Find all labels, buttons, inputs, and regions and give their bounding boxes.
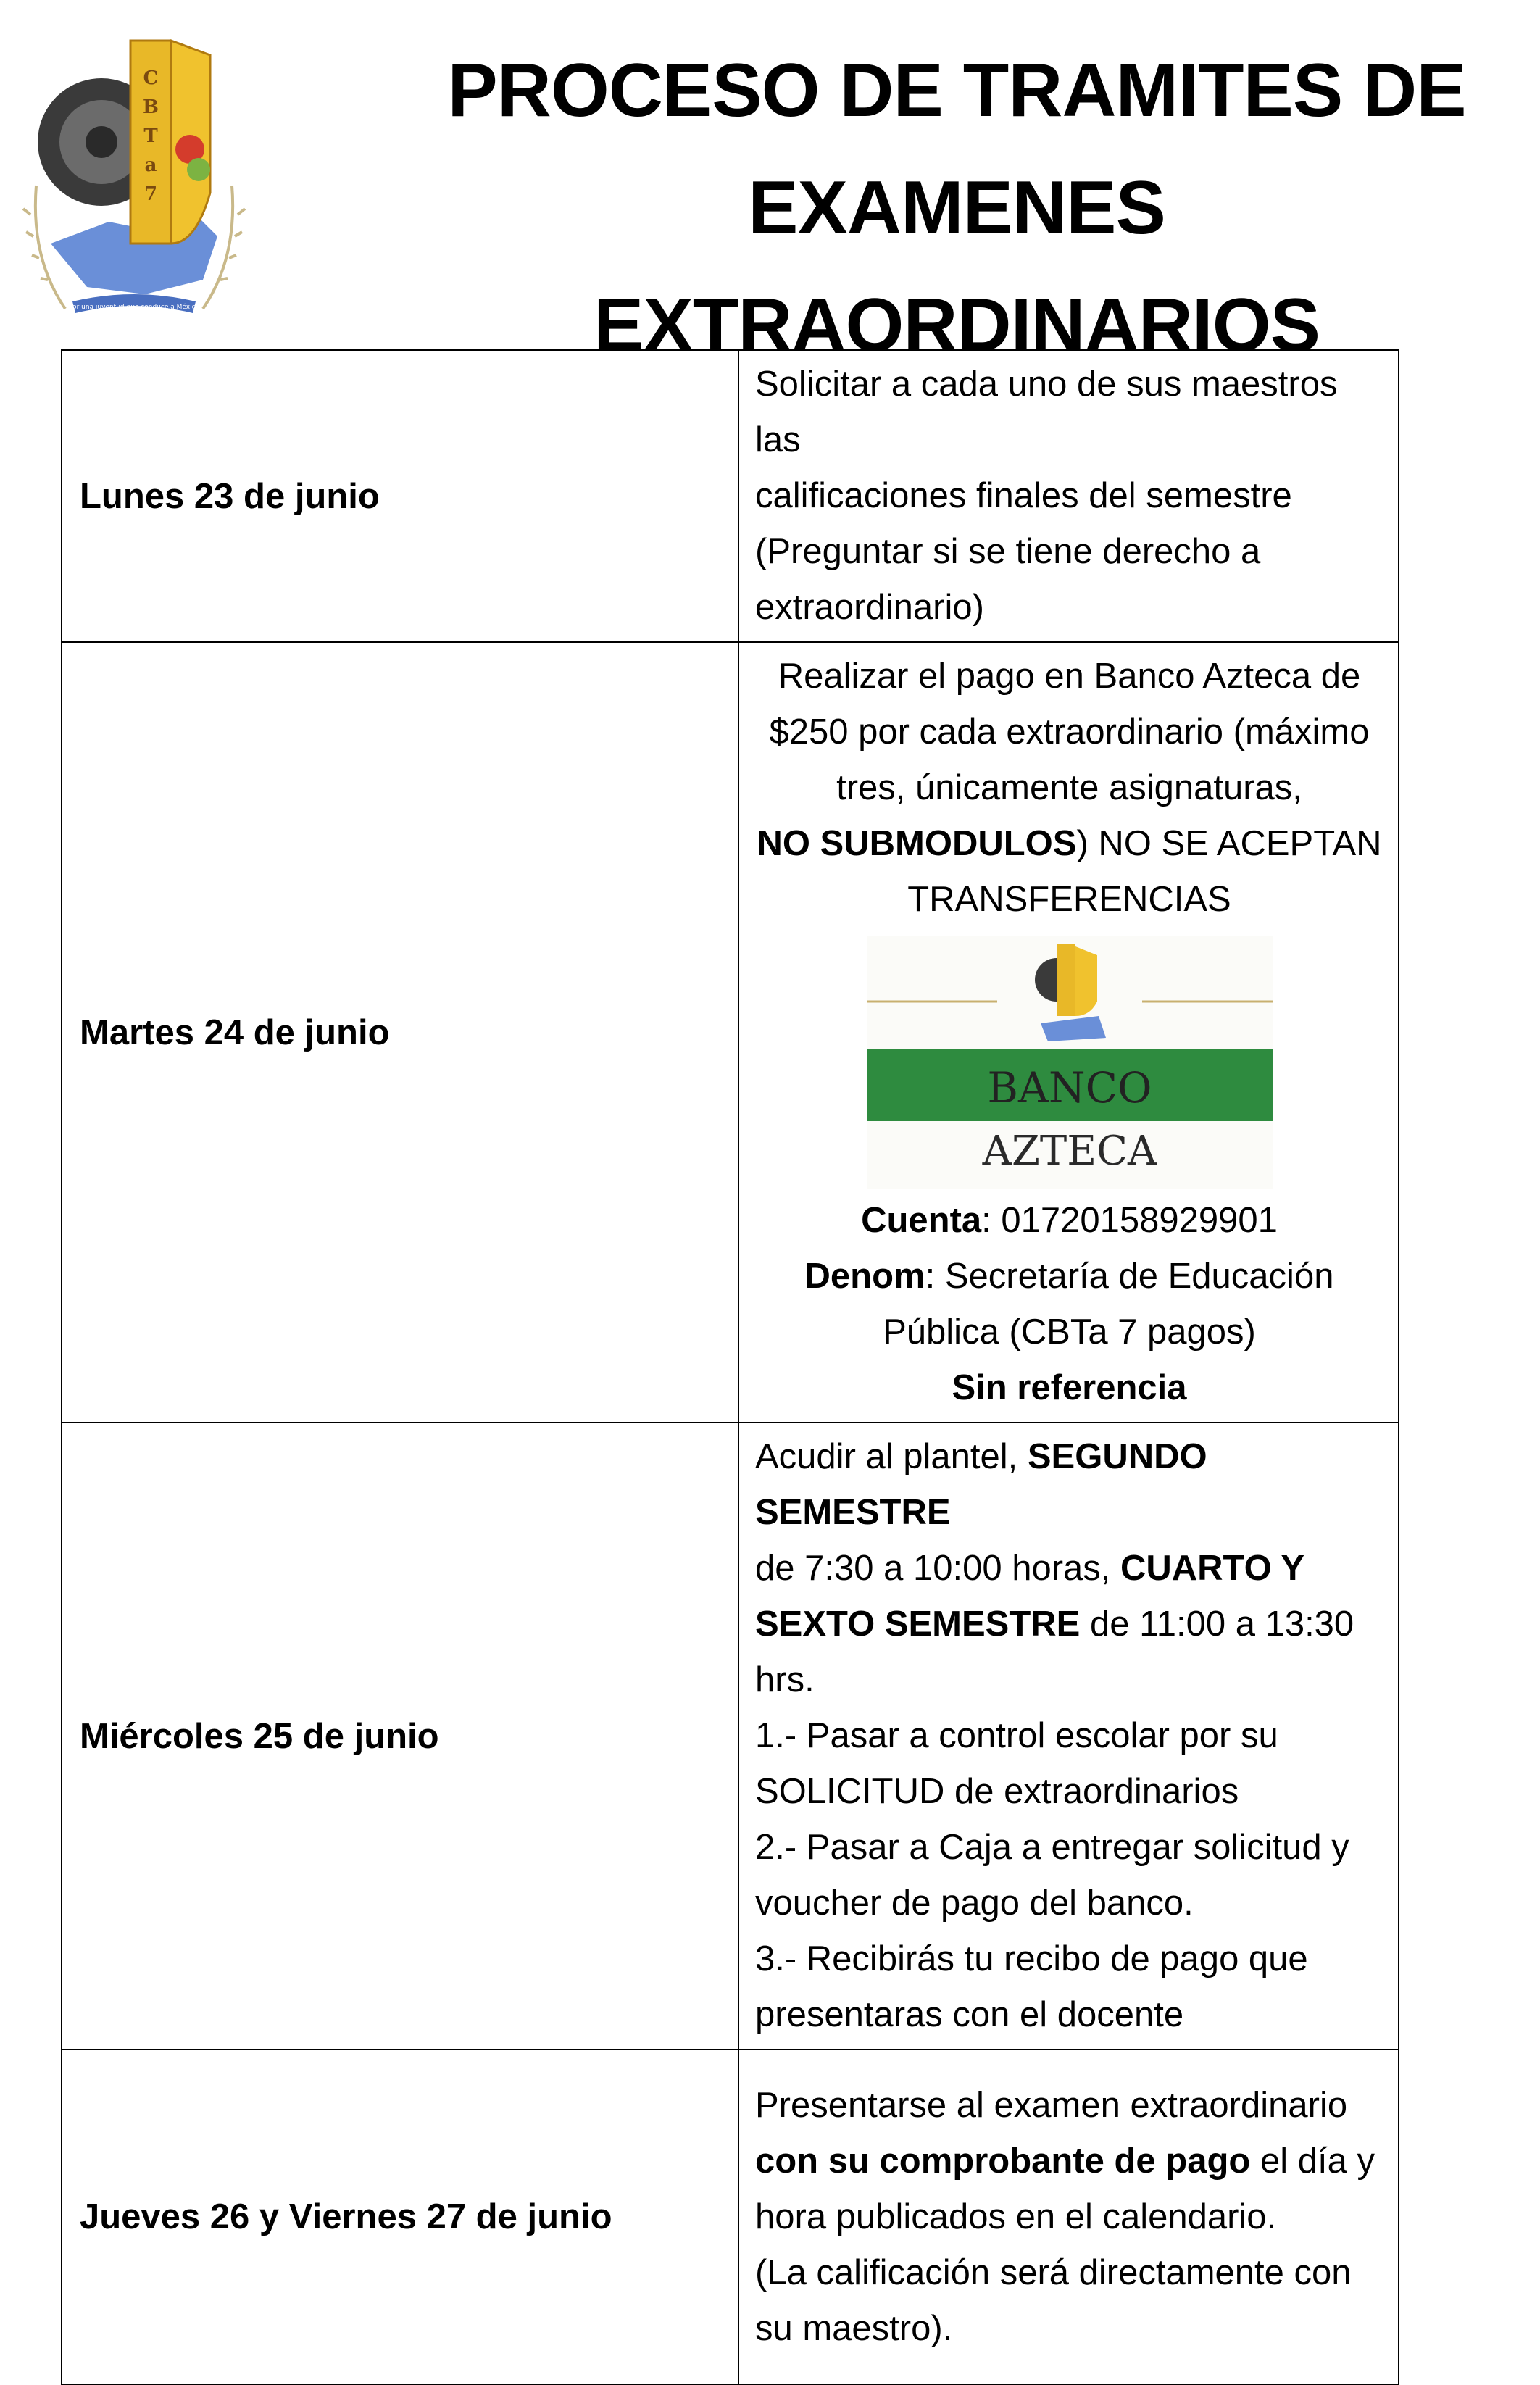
- description-cell: [738, 642, 1399, 1423]
- logo-letter: B: [143, 96, 159, 118]
- title-line-2: EXAMENES EXTRAORDINARIOS: [594, 166, 1320, 367]
- account-value: : 01720158929901: [981, 1201, 1278, 1240]
- table-row: [62, 350, 1399, 642]
- step-line: 1.- Pasar a control escolar por su: [755, 1716, 1278, 1755]
- text-line: [755, 1429, 1383, 1541]
- denom-value: : Secretaría de Educación: [925, 1257, 1334, 1296]
- text-line: Realizar el pago en Banco Azteca de: [778, 657, 1361, 696]
- bold-text: SEGUNDO SEMESTRE: [755, 1437, 1207, 1532]
- text-span: Acudir al plantel,: [755, 1437, 1028, 1476]
- description-cell: [738, 2049, 1399, 2384]
- text-line: extraordinario): [755, 588, 984, 627]
- step-line: voucher de pago del banco.: [755, 1884, 1194, 1923]
- bold-text: con su comprobante de pago: [755, 2141, 1251, 2181]
- date-cell: Jueves 26 y Viernes 27 de junio: [62, 2049, 738, 2384]
- logo-motto: Por una juventud que conduce a México: [68, 304, 200, 311]
- description-cell: [738, 1423, 1399, 2049]
- description-cell: [738, 350, 1399, 642]
- text-line: hora publicados en el calendario.: [755, 2197, 1277, 2236]
- step-line: 2.- Pasar a Caja a entregar solicitud y: [755, 1828, 1349, 1867]
- logo-letter: 7: [143, 183, 158, 205]
- bold-text: SEXTO SEMESTRE: [755, 1604, 1081, 1644]
- table-row: [62, 1423, 1399, 2049]
- step-line: presentaras con el docente: [755, 1995, 1184, 2034]
- table-row: [62, 642, 1399, 1423]
- text-line: [755, 1541, 1383, 1597]
- title-line-1: PROCESO DE TRAMITES DE: [447, 49, 1466, 133]
- denom-label: Denom: [804, 1257, 925, 1296]
- bold-text: NO SUBMODULOS: [757, 824, 1077, 863]
- text-line: $250 por cada extraordinario (máximo: [769, 712, 1370, 752]
- reference-note: Sin referencia: [952, 1368, 1187, 1407]
- text-line: [755, 1597, 1383, 1708]
- text-line: [755, 816, 1383, 872]
- schedule-table: [61, 349, 1399, 2385]
- denom-line: [755, 1249, 1383, 1304]
- text-line: tres, únicamente asignaturas,: [836, 768, 1302, 807]
- date-cell: Martes 24 de junio: [62, 642, 738, 1423]
- page-title: [391, 32, 1522, 384]
- text-line: Pública (CBTa 7 pagos): [883, 1312, 1256, 1352]
- table-row: [62, 2049, 1399, 2384]
- text-span: de 7:30 a 10:00 horas,: [755, 1549, 1120, 1588]
- text-span: ) NO SE ACEPTAN: [1076, 824, 1382, 863]
- account-label: Cuenta: [861, 1201, 982, 1240]
- date-cell: Miércoles 25 de junio: [62, 1423, 738, 2049]
- step-line: 3.- Recibirás tu recibo de pago que: [755, 1939, 1308, 1978]
- text-line: (La calificación será directamente con: [755, 2252, 1352, 2292]
- text-line: Presentarse al examen extraordinario: [755, 2085, 1348, 2125]
- logo-letter: a: [144, 154, 157, 176]
- text-line: TRANSFERENCIAS: [907, 880, 1231, 919]
- text-line: su maestro).: [755, 2308, 953, 2348]
- text-span: el día y: [1250, 2141, 1375, 2181]
- bank-azteca-logo: [867, 936, 1273, 1189]
- school-logo: [22, 26, 246, 316]
- step-line: SOLICITUD de extraordinarios: [755, 1772, 1239, 1811]
- text-line: (Preguntar si se tiene derecho a: [755, 532, 1261, 571]
- bank-word: BANCO: [986, 1063, 1152, 1112]
- text-span: de 11:00 a 13:30 hrs.: [755, 1604, 1354, 1699]
- logo-letter: T: [143, 125, 158, 147]
- text-line: Solicitar a cada uno de sus maestros las: [755, 365, 1338, 459]
- text-line: calificaciones finales del semestre: [755, 476, 1292, 515]
- bold-text: CUARTO Y: [1120, 1549, 1305, 1588]
- date-cell: Lunes 23 de junio: [62, 350, 738, 642]
- logo-letter: C: [143, 67, 159, 89]
- bank-word: AZTECA: [982, 1128, 1157, 1175]
- account-line: [755, 1193, 1383, 1249]
- text-line: [755, 2134, 1383, 2189]
